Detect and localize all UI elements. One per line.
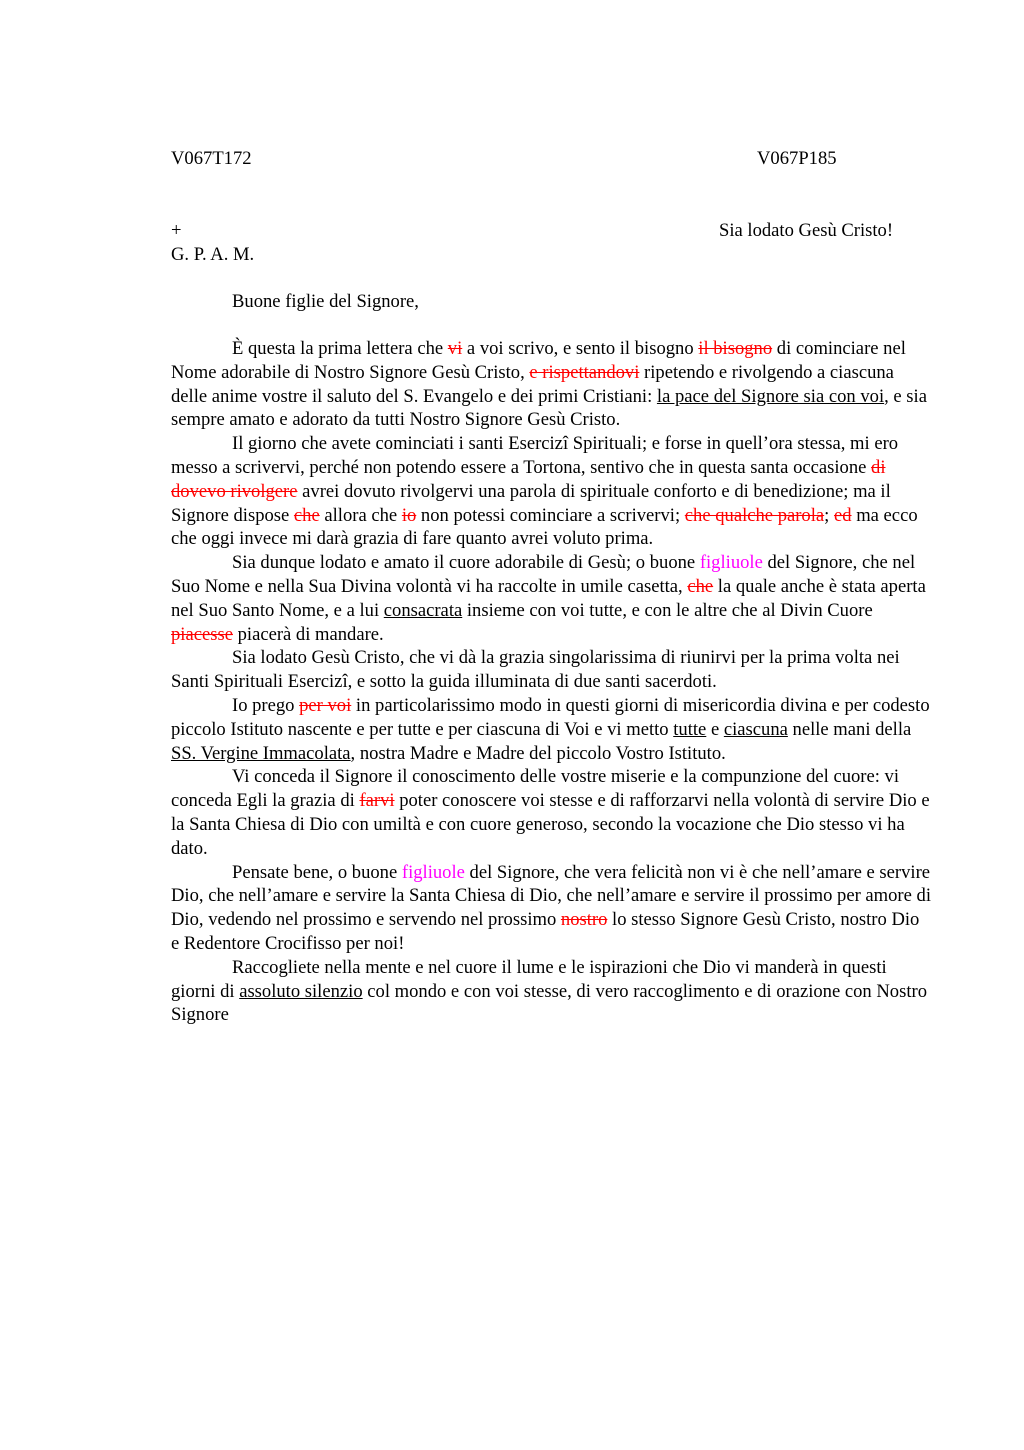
text-run: poter conoscere voi stesse e di rafforzarvi nella volontà di servire Dio e la Santa Chiesa di Dio con umiltà e con cuore generoso, secondo la vocazione che Dio stesso vi ha dato. xyxy=(171,790,930,859)
text-run: ma ecco che oggi invece mi darà grazia di fare quanto avrei voluto prima. xyxy=(171,504,918,550)
text-run: allora che xyxy=(319,504,402,526)
text-run: Raccogliete nella mente e nel cuore il lume e le ispirazioni che Dio vi manderà in questi giorni di xyxy=(171,956,887,1002)
highlighted-text: figliuole xyxy=(401,861,465,883)
text-run: e xyxy=(706,718,724,740)
deleted-text: il bisogno xyxy=(698,338,773,359)
text-run: ripetendo e rivolgendo a ciascuna delle anime vostre il saluto del S. Evangelo e dei primi Cristiani: xyxy=(171,361,894,407)
greeting: Buone figlie del Signore, xyxy=(232,291,419,312)
deleted-text: che xyxy=(293,504,320,526)
deleted-text: io xyxy=(401,504,417,526)
underlined-text: tutte xyxy=(673,718,707,740)
paragraph-4 xyxy=(171,646,931,694)
paragraph-1 xyxy=(171,337,931,432)
paragraph-7 xyxy=(171,861,931,956)
paragraph-6 xyxy=(171,765,931,860)
highlighted-text: figliuole xyxy=(699,552,763,574)
text-run: in particolarissimo modo in questi giorni di misericordia divina e per codesto piccolo Istituto nascente e per tutte e per ciascuna di Voi e vi metto xyxy=(171,694,930,740)
underlined-text: assoluto silenzio xyxy=(239,980,363,1002)
text-run: a voi scrivo, e sento il bisogno xyxy=(462,338,699,359)
text-run: Vi conceda il Signore il conoscimento delle vostre miserie e la compunzione del cuore: vi conceda Egli la grazia di xyxy=(171,766,900,812)
paragraph-8 xyxy=(171,956,931,1027)
text-run: piacerà di mandare. xyxy=(232,623,384,645)
deleted-text: di dovevo rivolgere xyxy=(171,456,886,502)
underlined-text: consacrata xyxy=(383,599,463,621)
deleted-text: che qualche parola xyxy=(684,504,825,526)
text-run: Sia lodato Gesù Cristo, che vi dà la grazia singolarissima di riunirvi per la prima volta nei Santi Spirituali Esercizî, e sotto la guida illuminata di due santi sacerdoti. xyxy=(171,647,900,693)
text-run: col mondo e con voi stesse, di vero raccoglimento e di orazione con Nostro Signore xyxy=(171,980,927,1026)
text-run: lo stesso Signore Gesù Cristo, nostro Dio e Redentore Crocifisso per noi! xyxy=(171,909,920,954)
deleted-text: e rispettandovi xyxy=(529,361,640,383)
text-run: del Signore, che vera felicità non vi è che nell’amare e servire Dio, che nell’amare e servire la Santa Chiesa di Dio, che nell’amare e servire il prossimo per amore di Dio, vedendo nel prossimo e servendo nel prossimo xyxy=(171,861,931,931)
text-run: ; xyxy=(824,504,834,526)
text-run: , nostra Madre e Madre del piccolo Vostro Istituto. xyxy=(350,742,726,764)
left-code: V067T172 xyxy=(171,148,252,169)
deleted-text: piacesse xyxy=(171,623,233,645)
text-run: del Signore, che nel Suo Nome e nella Sua Divina volontà vi ha raccolte in umile casetta, xyxy=(171,552,916,597)
paragraph-5 xyxy=(171,694,931,765)
text-run: È questa la prima lettera che xyxy=(232,338,448,359)
initials: G. P. A. M. xyxy=(171,244,255,265)
text-run: avrei dovuto rivolgervi una parola di spirituale conforto e di benedizione; ma il Signore dispose xyxy=(171,480,891,526)
text-run: non potessi cominciare a scrivervi; xyxy=(416,504,685,526)
text-run: di cominciare nel Nome adorabile di Nostro Signore Gesù Cristo, xyxy=(171,338,906,383)
deleted-text: vi xyxy=(447,338,463,359)
right-code: V067P185 xyxy=(757,148,837,169)
deleted-text: per voi xyxy=(299,694,352,716)
letter-body xyxy=(171,337,931,1027)
deleted-text: nostro xyxy=(560,909,608,931)
text-run: nelle mani della xyxy=(787,718,912,740)
text-run: , e sia sempre amato e adorato da tutti Nostro Signore Gesù Cristo. xyxy=(171,385,927,431)
deleted-text: ed xyxy=(833,504,852,526)
text-run: Il giorno che avete cominciati i santi Esercizî Spirituali; e forse in quell’ora stessa, mi ero messo a scrivervi, perché non potendo essere a Tortona, sentivo che in questa santa occasione xyxy=(171,433,899,478)
text-run: la quale anche è stata aperta nel Suo Santo Nome, e a lui xyxy=(171,575,926,621)
underlined-text: SS. Vergine Immacolata xyxy=(171,742,351,764)
cross-mark: + xyxy=(171,220,182,241)
paragraph-3 xyxy=(171,551,931,646)
motto: Sia lodato Gesù Cristo! xyxy=(719,220,894,241)
text-run: Io prego xyxy=(232,694,300,716)
deleted-text: farvi xyxy=(359,790,395,812)
text-run: Pensate bene, o buone xyxy=(232,861,402,883)
deleted-text: che xyxy=(687,575,714,597)
underlined-text: ciascuna xyxy=(723,718,788,740)
text-run: Sia dunque lodato e amato il cuore adorabile di Gesù; o buone xyxy=(232,552,700,574)
paragraph-2 xyxy=(171,432,931,551)
text-run: insieme con voi tutte, e con le altre che al Divin Cuore xyxy=(462,599,873,621)
underlined-text: la pace del Signore sia con voi xyxy=(656,385,885,407)
